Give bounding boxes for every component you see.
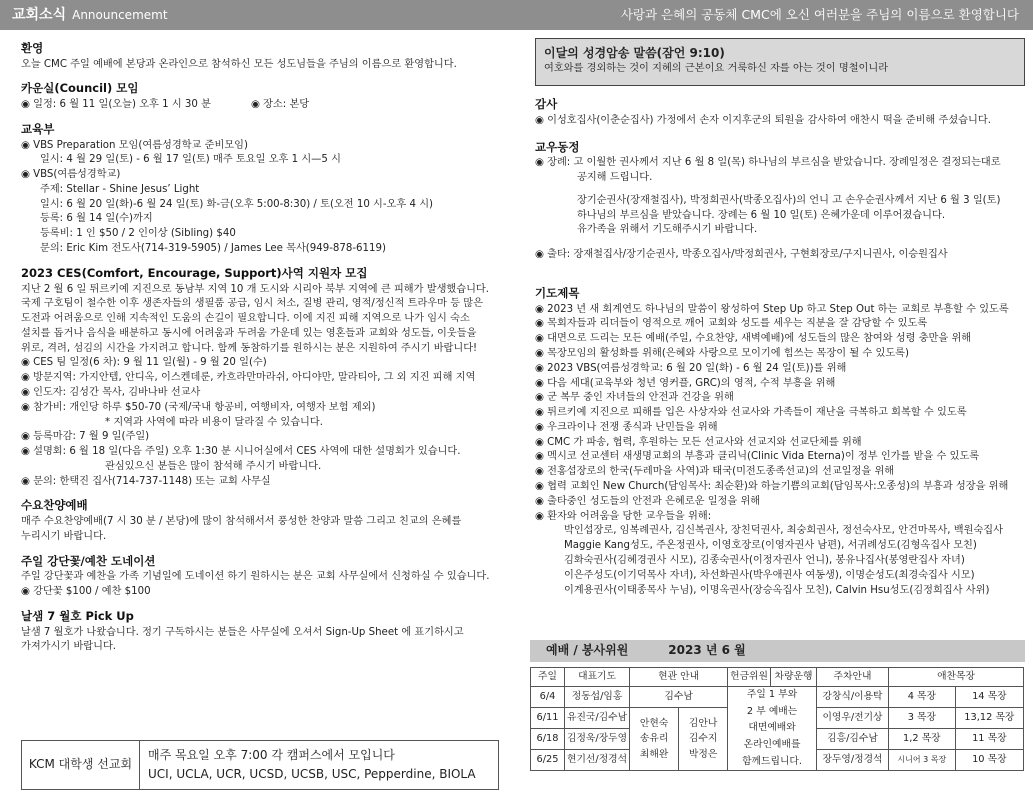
edu-line: 등록비: 1 인 $50 / 2 인이상 (Sibling) $40 (40, 228, 236, 240)
prayer-item: ◉ 대면으로 드리는 모든 예배(주일, 수요찬양, 새벽예배)에 성도들의 많은 참여와 성령 충만을 위해 (535, 333, 972, 345)
edu-line: 주제: Stellar - Shine Jesus’ Light (40, 183, 200, 195)
meal-cell: 시니어 3 목장 (888, 750, 955, 771)
council-date: ◉ 일정: 6 월 11 일(오늘) 오후 1 시 30 분 (21, 99, 211, 111)
edu-line: 일시: 6 월 20 일(화)-6 월 24 일(토) 화-금(오후 5:00-8:30) / 토(오전 10 시-오후 4 시) (40, 198, 434, 210)
prayer-item: ◉ 멕시코 선교센터 새생명교회의 부흥과 클리닉(Clinic Vida Eterna)이 정부 인가를 받을 수 있도록 (535, 451, 980, 463)
pickup-line: 날샘 7 월호가 나왔습니다. 정기 구독하시는 분들은 사무실에 오셔서 Sign-Up Sheet 에 표기하시고 (21, 626, 464, 638)
kcm-box (21, 740, 499, 790)
offering-note-cell: 주일 1 부와 2 부 예배는 대면예배와 온라인예배를 함께드립니다. (728, 687, 817, 771)
meal-cell: 1,2 목장 (888, 729, 955, 750)
prayer-cell: 유진국/김수남 (565, 708, 630, 729)
edu-line: 일시: 4 월 29 일(토) - 6 월 17 일(토) 매주 토요일 오후 1 시—5 시 (40, 154, 341, 166)
ces-para-line: 도전과 어려움으로 인해 지속적인 도움의 손길이 필요합니다. 이에 지진 피해 지역으로 나가 임시 숙소 (21, 313, 470, 325)
kcm-label: KCM 대학생 선교회 (22, 741, 140, 789)
ces-para-line: 설치를 돕거나 음식을 배분하고 동시에 어려움과 두려움 가운데 있는 영혼들과 교회와 성도들, 이웃들을 (21, 327, 477, 339)
meal-cell: 4 목장 (888, 687, 955, 708)
meal-cell: 10 목장 (955, 750, 1023, 771)
date-cell: 6/18 (531, 729, 565, 750)
verse-text: 여호와를 경외하는 것이 지혜의 근본이요 거룩하신 자를 아는 것이 명철이니라 (544, 63, 889, 75)
parking-cell: 이영우/전기상 (816, 708, 888, 729)
schedule-title: 예배 / 봉사위원 (546, 643, 629, 658)
prayer-item: ◉ 전홍섭장로의 한국(두레마을 사역)과 태국(미전도종족선교)의 선교일정을 위해 (535, 466, 895, 478)
prayer-item: ◉ 튀르키예 지진으로 피해를 입은 사상자와 선교사와 가족들이 재난을 극복하고 회복할 수 있도록 (535, 407, 967, 419)
prayer-item: ◉ CMC 가 파송, 협력, 후원하는 모든 선교사와 선교지와 선교단체를 위해 (535, 436, 862, 448)
news-funeral: 유가족을 위해서 기도해주시기 바랍니다. (577, 224, 758, 236)
council-place: ◉ 장소: 본당 (250, 99, 310, 111)
flower-title: 주일 강단꽃/예찬 도네이션 (21, 553, 156, 568)
prayer-item: ◉ 협력 교회인 New Church(담임목사: 최순환)와 하늘기쁨의교회(담임목사:오종성)의 부흥과 성장을 위해 (535, 481, 1009, 493)
header-title: 교회소식 (12, 6, 67, 23)
date-cell: 6/25 (531, 750, 565, 771)
council-info (21, 98, 501, 113)
col-header: 주일 (531, 668, 565, 687)
prayer-item: ◉ 군 복무 중인 자녀들의 안전과 건강을 위해 (535, 392, 734, 404)
header-title-group (12, 5, 168, 25)
ces-fee-note: * 지역과 사역에 따라 비용이 달라질 수 있습니다. (105, 416, 323, 428)
ces-para-line: 국제 구호팀이 철수한 이후 생존자들의 생필품 공급, 임시 처소, 질병 관리, 영적/정신적 트라우마 등 많은 (21, 298, 483, 310)
verse-title: 이달의 성경암송 말씀(잠언 9:10) (544, 46, 725, 60)
ces-para-line: 위로, 격려, 섬김의 시간을 가지려고 합니다. 함께 동참하기를 원하시는 분은 지원하여 주시기 바랍니다! (21, 342, 478, 354)
patient-line: 이은주성도(이기덕목사 자녀), 차선화권사(박우애권사 여동생), 이명순성도(최경숙집사 시모) (564, 569, 975, 581)
patient-line: Maggie Kang성도, 주온정권사, 이영호장로(이영자권사 남편), 서귀례성도(김형옥집사 모친) (564, 540, 977, 552)
parking-cell: 강창식/이용탁 (816, 687, 888, 708)
wed-line: 누리시기 바랍니다. (21, 530, 107, 542)
news-funeral: 하나님의 부르심을 받았습니다. 장례는 6 월 10 일(토) 은혜가운데 이루어졌습니다. (577, 209, 946, 221)
ces-para-line: 지난 2 월 6 일 튀르키예 지진으로 동남부 지역 10 개 도시와 시리아 북부 지역에 큰 피해가 발생했습니다. (21, 283, 490, 295)
prayer-item: ◉ 우크라이나 전쟁 종식과 난민들을 위해 (535, 421, 718, 433)
meal-cell: 3 목장 (888, 708, 955, 729)
council-title: 카운실(Council) 모임 (21, 81, 139, 96)
kcm-line: 매주 목요일 오후 7:00 각 캠퍼스에서 모입니다 (148, 748, 395, 762)
greeter-cell: 안현숙 송유리 최해완 (630, 708, 679, 771)
table-header-row (531, 668, 1024, 687)
prayer-item: ◉ 목장모임의 활성화를 위해(은혜와 사랑으로 모이기에 힘쓰는 목장이 될 수 있도록) (535, 348, 909, 359)
news-funeral: ◉ 장례: 고 이월한 권사께서 지난 6 월 8 일(목) 하나님의 부르심을 받았습니다. 장례일정은 결정되는대로 (535, 157, 1001, 169)
meal-cell: 11 목장 (955, 729, 1023, 750)
ces-session: ◉ 설명회: 6 월 18 일(다음 주일) 오후 1:30 분 시니어실에서 CES 사역에 대한 설명회가 있습니다. (21, 446, 461, 458)
welcome-text: 오늘 CMC 주일 예배에 본당과 온라인으로 참석하신 모든 성도님들을 주님의 이름으로 환영합니다. (21, 58, 457, 70)
ces-leader: ◉ 인도자: 김성간 목사, 김바나바 선교사 (21, 386, 201, 398)
left-column (21, 38, 501, 655)
date-cell: 6/11 (531, 708, 565, 729)
header-welcome: 사랑과 은혜의 공동체 CMC에 오신 여러분을 주님의 이름으로 환영합니다 (620, 6, 1019, 22)
prayer-item: ◉ 2023 년 새 회계연도 하나님의 말씀이 왕성하여 Step Up 하고 Step Out 하는 교회로 부흥할 수 있도록 (535, 303, 1009, 315)
schedule-section (530, 640, 1025, 771)
ces-fee: ◉ 참가비: 개인당 하루 $50-70 (국제/국내 항공비, 여행비자, 여행자 보험 제외) (21, 401, 376, 413)
ces-contact: ◉ 문의: 한택진 집사(714-737-1148) 또는 교회 사무실 (21, 475, 271, 487)
schedule-table (530, 667, 1024, 771)
ces-title: 2023 CES(Comfort, Encourage, Support)사역 지원자 모집 (21, 265, 368, 280)
prayer-cell: 현기선/정경석 (565, 750, 630, 771)
ces-session-note: 관심있으신 분들은 많이 참석해 주시기 바랍니다. (105, 460, 322, 472)
col-header: 대표기도 (565, 668, 630, 687)
schedule-month: 2023 년 6 월 (668, 643, 746, 658)
kcm-info (140, 741, 484, 789)
meal-cell: 13,12 목장 (955, 708, 1023, 729)
pickup-title: 날샘 7 월호 Pick Up (21, 608, 134, 623)
parking-cell: 장두영/정경석 (816, 750, 888, 771)
col-header: 차량운행 (770, 668, 816, 687)
meal-cell: 14 목장 (955, 687, 1023, 708)
verse-box (535, 38, 1025, 86)
prayer-cell: 정동섭/임홍 (565, 687, 630, 708)
prayer-item: ◉ 2023 VBS(여름성경학교: 6 월 20 일(화) - 6 월 24 일(토))를 위해 (535, 362, 847, 374)
col-header: 주차안내 (816, 668, 888, 687)
prayer-title: 기도제목 (535, 285, 580, 300)
wed-title: 수요찬양예배 (21, 498, 88, 513)
kcm-campuses: UCI, UCLA, UCR, UCSD, UCSB, USC, Pepperdine, BIOLA (148, 767, 476, 782)
ces-team: ◉ CES 팀 일정(6 차): 9 월 11 일(월) - 9 월 20 일(수) (21, 357, 267, 369)
schedule-header (530, 640, 1025, 662)
welcome-title: 환영 (21, 41, 44, 55)
ces-deadline: ◉ 등록마감: 7 월 9 일(주일) (21, 431, 150, 443)
edu-line: ◉ VBS Preparation 모임(여름성경학교 준비모임) (21, 139, 248, 151)
col-header: 애찬목장 (888, 668, 1023, 687)
pickup-line: 가져가시기 바랍니다. (21, 641, 117, 653)
col-header: 현관 안내 (630, 668, 728, 687)
wed-line: 매주 수요찬양예배(7 시 30 분 / 본당)에 많이 참석해서서 풍성한 찬양과 말씀 그리고 친교의 은혜를 (21, 516, 462, 528)
edu-line: 등록: 6 월 14 일(수)까지 (40, 213, 153, 225)
header-subtitle: Announcememt (72, 7, 168, 22)
ces-area: ◉ 방문지역: 가지안텝, 안디옥, 이스켄데룬, 카흐라만마라쉬, 아디야만, 말라티아, 그 외 지진 피해 지역 (21, 372, 476, 384)
parking-cell: 김흥/김수남 (816, 729, 888, 750)
education-title: 교육부 (21, 121, 55, 136)
news-funeral: 공지해 드립니다. (577, 172, 653, 184)
greeter-cell: 김안나 김수지 박정은 (679, 708, 728, 771)
prayer-cell: 김정욱/장두영 (565, 729, 630, 750)
greeter-cell: 김수남 (630, 687, 728, 708)
prayer-item: ◉ 출타중인 성도들의 안전과 은혜로운 일정을 위해 (535, 495, 761, 507)
header-bar (0, 0, 1033, 30)
prayer-item: ◉ 목회자들과 리더들이 영적으로 깨어 교회와 성도를 세우는 직분을 잘 감당할 수 있도록 (535, 318, 928, 330)
edu-line: ◉ VBS(여름성경학교) (21, 169, 121, 181)
flower-price: ◉ 강단꽃 $100 / 예찬 $100 (21, 586, 151, 598)
table-row (531, 687, 1024, 708)
patient-line: 박인섭장로, 임복례권사, 김신복권사, 장친덕권사, 최숭희권사, 정선숙사모, 안건마목사, 백원숙집사 (564, 525, 1003, 537)
right-column (535, 38, 1025, 598)
news-trip: ◉ 출타: 장재철집사/장기순권사, 박종오집사/박정희권사, 구현회장로/구지니권사, 이승원집사 (535, 249, 948, 261)
flower-line: 주일 강단꽃과 예찬을 가족 기념일에 도네이션 하기 원하시는 분은 교회 사무실에서 신청하실 수 있습니다. (21, 571, 490, 583)
edu-line: 문의: Eric Kim 전도사(714-319-5905) / James Lee 목사(949-878-6119) (40, 243, 386, 255)
thanks-text: ◉ 이성호집사(이춘순집사) 가정에서 손자 이지후군의 퇴원을 감사하여 애찬시 떡을 준비해 주셨습니다. (535, 114, 991, 126)
prayer-item: ◉ 다음 세대(교육부와 청년 영커플, GRC)의 영적, 수적 부흥을 위해 (535, 377, 836, 389)
prayer-item: ◉ 환자와 어려움을 당한 교우들을 위해: (535, 510, 712, 522)
patient-line: 이계용권사(이태종목사 누님), 이명옥권사(장승옥집사 모친), Calvin Hsu성도(김정희집사 사위) (564, 584, 990, 596)
news-title: 교우동정 (535, 139, 580, 154)
date-cell: 6/4 (531, 687, 565, 708)
news-funeral: 장기순권사(장재철집사), 박정희권사(박종오집사)의 언니 고 손우순권사께서 지난 6 월 3 일(토) (577, 194, 1001, 206)
patient-line: 김화숙권사(김혜경권사 시모), 김종숙권사(이정자권사 언니), 봉유나집사(봉영란집사 자녀) (564, 554, 965, 566)
col-header: 헌금위원 (728, 668, 771, 687)
thanks-title: 감사 (535, 97, 558, 112)
